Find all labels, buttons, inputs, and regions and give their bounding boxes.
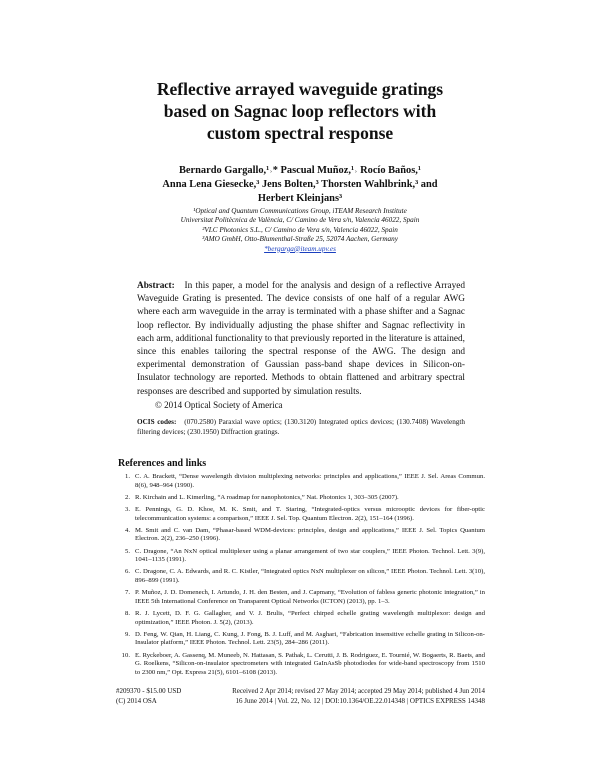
- footer-left: [116, 687, 181, 707]
- reference-number: 4.: [124, 526, 130, 534]
- footer-copyright: (C) 2014 OSA: [116, 696, 157, 705]
- reference-text: E. Pennings, G. D. Khoe, M. K. Smit, and T. Staring, “Integrated-optics versus microoptic devices for fiber-optic telecommunication systems: a comparison,” IEEE J. Sel. Top. Quantum Electron. 2(2), 151–164 (1996).: [135, 506, 485, 522]
- reference-number: 5.: [124, 547, 130, 555]
- reference-number: 1.: [124, 473, 130, 480]
- email-link[interactable]: *bergarga@iteam.upv.es: [264, 244, 336, 253]
- footer-dates: Received 2 Apr 2014; revised 27 May 2014; accepted 29 May 2014; published 4 Jun 2014: [232, 687, 485, 695]
- author-line: Bernardo Gargallo,¹˒* Pascual Muñoz,¹˒ Rocío Baños,¹: [179, 165, 421, 176]
- reference-item: [118, 652, 485, 678]
- author-list: [100, 164, 500, 207]
- ocis-text: (070.2580) Paraxial wave optics; (130.3120) Integrated optics devices; (130.7408) Wavelength filtering devices; (230.1950) Diffraction gratings.: [137, 418, 465, 436]
- reference-item: [118, 589, 485, 606]
- abstract: [137, 280, 465, 399]
- reference-number: 8.: [124, 610, 130, 618]
- reference-text: D. Feng, W. Qian, H. Liang, C. Kung, J. Fong, B. J. Luff, and M. Asghari, “Fabrication insensitive echelle grating in Silicon-on-Insulator platform,” IEEE Photon. Technol. Lett. 23(5), 284–286 (2011).: [135, 630, 485, 647]
- copyright: © 2014 Optical Society of America: [155, 400, 283, 410]
- reference-text: M. Smit and C. van Dam, “Phasar-based WDM-devices: principles, design and applications,” IEEE J. Sel. Topics Quantum Electron. 2(2), 236–250 (1996).: [135, 526, 485, 543]
- footer-price: #209370 - $15.00 USD: [116, 687, 182, 695]
- footer-citation: 16 June 2014 | Vol. 22, No. 12 | DOI:10.1364/OE.22.014348 | OPTICS EXPRESS 14348: [235, 696, 485, 705]
- reference-number: 3.: [124, 506, 130, 514]
- reference-item: [118, 494, 485, 503]
- title-line: custom spectral response: [206, 123, 394, 143]
- references-heading: References and links: [118, 458, 207, 469]
- abstract-label: Abstract:: [137, 281, 175, 291]
- footer-right: [201, 687, 485, 707]
- author-line: Herbert Kleinjans³: [257, 193, 343, 205]
- affiliation-line: ¹Optical and Quantum Communications Group, iTEAM Research Institute: [193, 207, 407, 215]
- abstract-text: In this paper, a model for the analysis and design of a reflective Arrayed Waveguide Grating is presented. The device consists of one half of a regular AWG where each arm waveguide in the array is terminated with a phase shifter and a Sagnac loop reflector. By individually adjusting the phase shifter and Sagnac reflectivity in each arm, additional functionality to that previously reported in the literature is attained, since this enables tailoring the spectral response of the AWG. The design and experimental demonstration of Gaussian pass-band shape devices in Silicon-on-Insulator technology are reported. Methods to obtain flattened and arbitrary spectral responses are described and supported by simulation results.: [137, 281, 465, 397]
- reference-number: 2.: [124, 493, 130, 501]
- reference-item: [118, 506, 485, 523]
- author-line: Anna Lena Giesecke,³ Jens Bolten,³ Thorsten Wahlbrink,³ and: [162, 179, 438, 191]
- reference-number: 10.: [121, 651, 130, 659]
- affiliation-line: ²VLC Photonics S.L., C/ Camino de Vera s/n, Valencia 46022, Spain: [202, 225, 398, 234]
- affiliation-line: Universitat Politècnica de València, C/ Camino de Vera s/n, Valencia 46022, Spain: [180, 216, 420, 225]
- title-line: Reflective arrayed waveguide gratings: [156, 79, 444, 99]
- reference-text: P. Muñoz, J. D. Domenech, I. Artundo, J. H. den Besten, and J. Capmany, “Evolution of fabless generic photonic integration,” in IEEE 5th International Conference on Transparent Optical Networks (ICTON) (2013), pp. 1–3.: [135, 589, 485, 605]
- reference-item: [118, 610, 485, 627]
- affiliations: [100, 207, 500, 254]
- reference-item: [118, 548, 485, 565]
- reference-item: [118, 473, 485, 490]
- ocis-label: OCIS codes:: [137, 418, 177, 426]
- reference-item: [118, 631, 485, 648]
- reference-text: R. Kirchain and L. Kimerling, “A roadmap for nanophotonics,” Nat. Photonics 1, 303–305 (2007).: [135, 493, 399, 501]
- reference-text: C. Dragone, C. A. Edwards, and R. C. Kistler, “Integrated optics NxN multiplexer on silicon,” IEEE Photon. Technol. Lett. 3(10), 896–899 (1991).: [135, 568, 485, 584]
- reference-text: E. Ryckeboer, A. Gassenq, M. Muneeb, N. Hattasan, S. Pathak, L. Cerutti, J. B. Rodriguez, E. Tournié, W. Bogaerts, R. Baets, and G. Roelkens, “Silicon-on-insulator spectrometers with integrated GaInAsSb photodiodes for wide-band spectroscopy from 1510 to 2300 nm,” Opt. Express 21(5), 6101–6108 (2013).: [135, 651, 485, 676]
- reference-number: 6.: [124, 568, 130, 576]
- reference-list: [118, 473, 485, 681]
- reference-number: 9.: [124, 630, 130, 638]
- affiliation-line: ³AMO GmbH, Otto-Blumenthal-Straße 25, 52074 Aachen, Germany: [202, 235, 398, 244]
- reference-text: R. J. Lycett, D. F. G. Gallagher, and V. J. Brulis, “Perfect chirped echelle grating wavelength multiplexor: design and optimization,” IEEE Photon. J. 5(2), (2013).: [135, 610, 485, 626]
- reference-text: C. A. Brackett, “Dense wavelength division multiplexing networks: principles and applications,” IEEE J. Sel. Areas Commun. 8(6), 948–964 (1990).: [135, 473, 485, 489]
- reference-item: [118, 527, 485, 544]
- title-line: based on Sagnac loop reflectors with: [163, 101, 437, 121]
- reference-number: 7.: [124, 589, 130, 597]
- ocis-codes: [137, 417, 465, 437]
- paper-title: [60, 78, 540, 144]
- reference-text: C. Dragone, “An NxN optical multiplexer using a planar arrangement of two star couplers,” IEEE Photon. Technol. Lett. 3(9), 1041–1135 (1991).: [135, 547, 485, 564]
- reference-item: [118, 568, 485, 585]
